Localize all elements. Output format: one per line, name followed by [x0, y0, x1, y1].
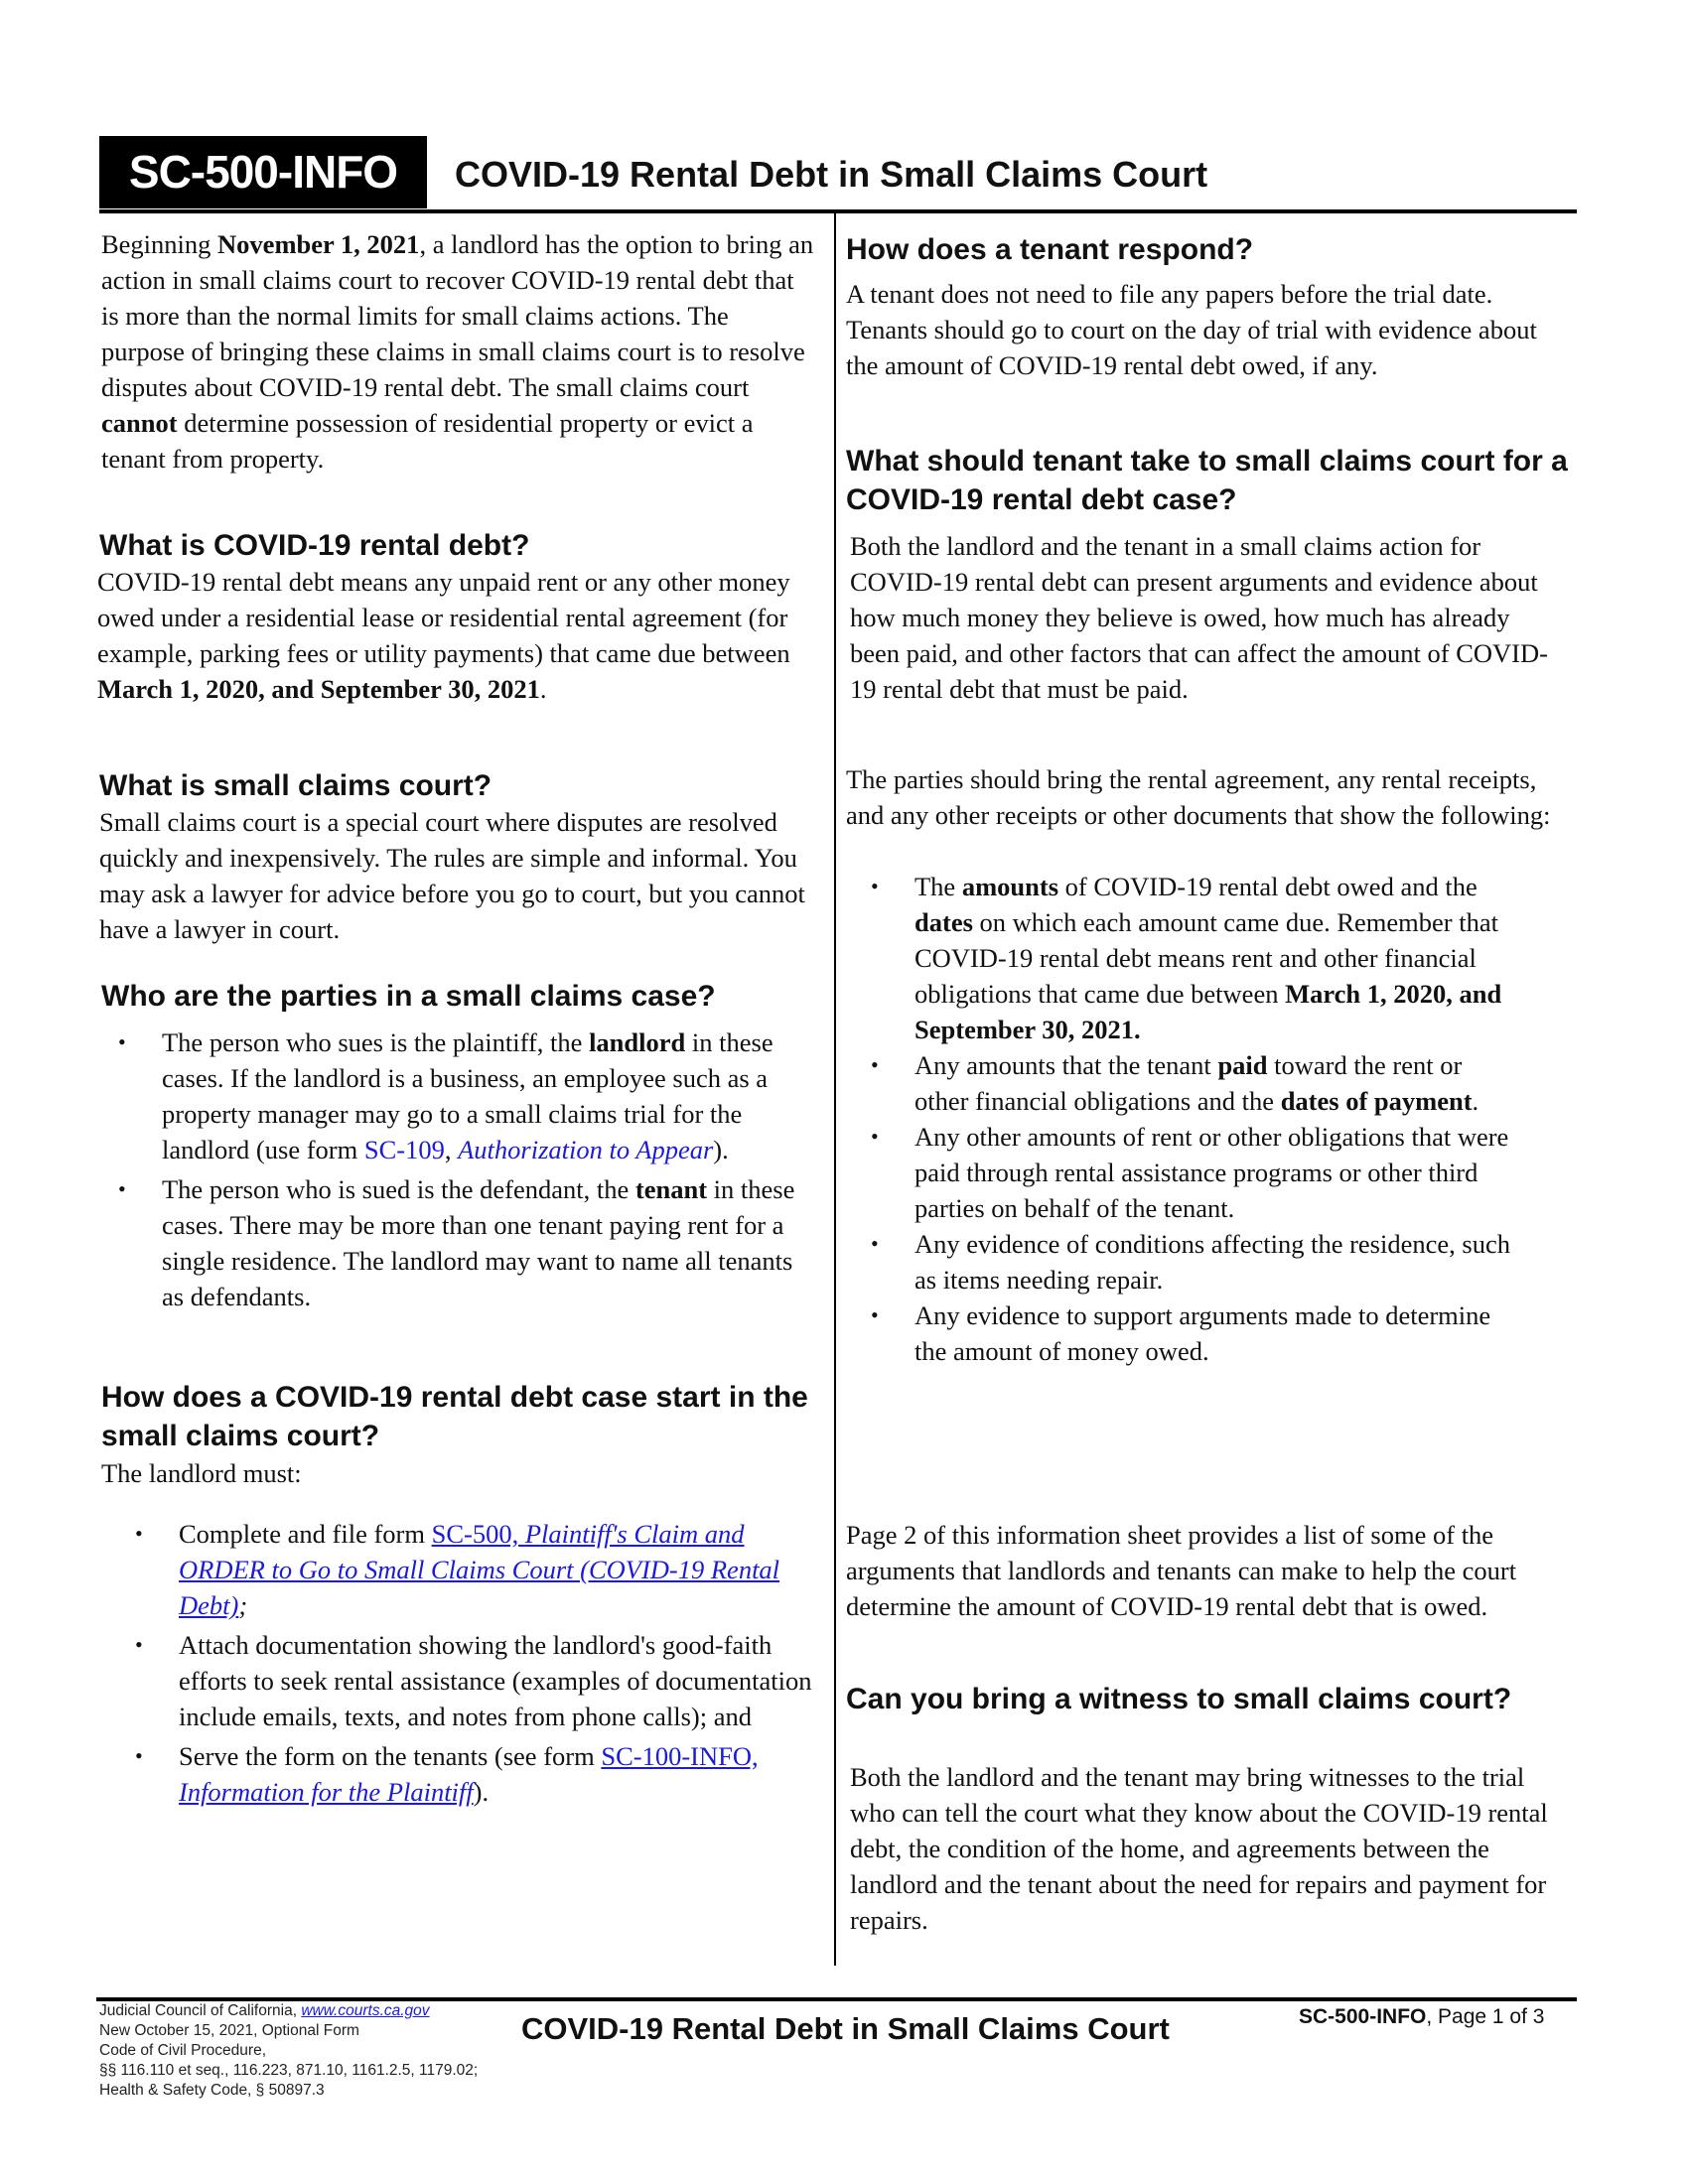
list-item	[179, 1516, 824, 1623]
list-item	[179, 1738, 824, 1810]
footer-line: §§ 116.110 et seq., 116.223, 871.10, 1161.2.5, 1179.02;	[99, 2062, 479, 2079]
header-divider	[99, 209, 1577, 213]
list-item	[914, 1297, 1520, 1369]
paragraph-must	[101, 1455, 816, 1491]
text-run: in these cases. There may be more than one tenant paying rent for a single residence. The landlord may want to name all tenants as defendants.	[162, 1174, 795, 1311]
paragraph-rental-debt	[97, 564, 822, 707]
text-run: The person who is sued is the defendant, the	[162, 1174, 635, 1204]
text-run: tenant	[634, 1174, 708, 1204]
text-run: Both the landlord and the tenant in a small claims action for COVID-19 rental debt can present arguments and evidence about how much money they believe is owed, how much has already been paid, and other factors that can affect the amount of COVID-19 rental debt that must be paid.	[850, 531, 1548, 704]
text-run: ).	[713, 1135, 729, 1164]
paragraph-witness	[850, 1759, 1565, 1938]
text-run: paid	[1217, 1050, 1268, 1080]
text-run: determine possession of residential property or evict a tenant from property.	[101, 408, 754, 474]
text-run: The	[914, 872, 962, 901]
form-link[interactable]: Authorization to Appear	[458, 1135, 714, 1164]
footer-council: Judicial Council of California,	[99, 2002, 302, 2019]
text-run: ).	[473, 1777, 490, 1807]
section-heading: Who are the parties in a small claims case?	[101, 980, 716, 1013]
text-run: , a landlord has the option to bring an action in small claims court to recover COVID-19 rental debt that is more than the normal limits for small claims actions. The purpose of bringing these claims in small claims court is to resolve disputes about COVID-19 rental debt. The small claims court	[101, 229, 814, 402]
page-title: COVID-19 Rental Debt in Small Claims Court	[455, 154, 1208, 195]
text-run: Attach documentation showing the landlord's good-faith efforts to seek rental assistance (examples of documentation include emails, texts, and notes from phone calls); and	[179, 1630, 812, 1731]
text-run: Complete and file form	[179, 1519, 432, 1549]
page-number	[1299, 2003, 1544, 2031]
paragraph-take	[850, 528, 1565, 707]
list-item	[179, 1627, 824, 1734]
text-run: .	[539, 674, 547, 704]
text-run: Any evidence to support arguments made to determine the amount of money owed.	[914, 1300, 1491, 1366]
footer-line: New October 15, 2021, Optional Form	[99, 2022, 359, 2039]
bullet-list-start	[179, 1516, 824, 1814]
text-run: ,	[444, 1135, 459, 1164]
section-heading: What is COVID-19 rental debt?	[99, 529, 530, 562]
text-run: Any amounts that the tenant	[914, 1050, 1218, 1080]
bullet-list-bring-list	[914, 869, 1520, 1369]
text-run: Serve the form on the tenants (see form	[179, 1741, 602, 1771]
form-link[interactable]: SC-100-INFO,	[601, 1741, 759, 1771]
list-item	[162, 1024, 807, 1167]
column-divider	[834, 213, 836, 1966]
courts-website-link[interactable]: www.courts.ca.gov	[301, 2002, 430, 2019]
text-run: toward the rent or other financial obligations and the	[914, 1050, 1463, 1116]
text-run: dates	[914, 907, 973, 937]
paragraph-small-claims	[99, 804, 814, 947]
text-run: of COVID-19 rental debt owed and the	[1058, 872, 1477, 901]
list-item	[914, 869, 1520, 1047]
form-id-badge: SC-500-INFO	[99, 136, 427, 208]
footer-line: Code of Civil Procedure,	[99, 2042, 266, 2059]
footer-page: , Page 1 of 3	[1426, 2005, 1545, 2028]
text-run: Page 2 of this information sheet provides a list of some of the arguments that landlords and tenants can make to help the court determine the amount of COVID-19 rental debt that is owed.	[846, 1520, 1517, 1621]
section-heading: How does a COVID-19 rental debt case start in the small claims court?	[101, 1381, 808, 1452]
text-run: Beginning	[101, 229, 218, 259]
text-run: Any evidence of conditions affecting the residence, such as items needing repair.	[914, 1229, 1510, 1295]
section-heading: What should tenant take to small claims court for a COVID-19 rental debt case?	[846, 445, 1568, 516]
paragraph-bring	[846, 761, 1561, 833]
text-run: March 1, 2020, and September 30, 2021	[97, 674, 540, 704]
footer-form-id: SC-500-INFO	[1299, 2005, 1427, 2028]
section-heading: Can you bring a witness to small claims court?	[846, 1683, 1512, 1715]
text-run: dates of payment	[1280, 1086, 1473, 1116]
text-run: .	[1472, 1086, 1479, 1116]
text-run: Small claims court is a special court where disputes are resolved quickly and inexpensively. The rules are simple and informal. You may ask a lawyer for advice before you go to court, but you cannot have a lawyer in court.	[99, 807, 805, 944]
form-link[interactable]: SC-500,	[431, 1519, 525, 1549]
bullet-list-parties	[162, 1024, 807, 1318]
footer-title: COVID-19 Rental Debt in Small Claims Court	[521, 2011, 1170, 2046]
paragraph-respond	[846, 276, 1561, 383]
list-item	[914, 1119, 1520, 1226]
paragraph-intro	[101, 226, 816, 477]
text-run: The landlord must:	[101, 1458, 302, 1488]
footer-citation	[99, 2001, 478, 2101]
form-link[interactable]: Plaintiff's Claim and ORDER to Go to Small Claims Court (COVID-19 Rental Debt)	[179, 1519, 780, 1620]
form-link[interactable]: Information for the Plaintiff	[179, 1777, 474, 1807]
text-run: landlord	[589, 1027, 686, 1057]
text-run: COVID-19 rental debt means any unpaid rent or any other money owed under a residential lease or residential rental agreement (for example, parking fees or utility payments) that came due between	[97, 567, 790, 668]
text-run: A tenant does not need to file any papers before the trial date. Tenants should go to court on the day of trial with evidence about the amount of COVID-19 rental debt owed, if any.	[846, 279, 1537, 380]
form-link[interactable]: SC-109	[363, 1135, 445, 1164]
text-run: on which each amount came due. Remember that COVID-19 rental debt means rent and other financial obligations that came due between	[914, 907, 1498, 1009]
text-run: Any other amounts of rent or other obligations that were paid through rental assistance programs or other third parties on behalf of the tenant.	[914, 1122, 1509, 1223]
list-item	[914, 1047, 1520, 1119]
footer-line: Health & Safety Code, § 50897.3	[99, 2082, 325, 2099]
text-run: Both the landlord and the tenant may bring witnesses to the trial who can tell the court what they know about the COVID-19 rental debt, the condition of the home, and agreements between the landlord and the tenant about the need for repairs and payment for repairs.	[850, 1762, 1548, 1935]
text-run: ;	[238, 1590, 248, 1620]
text-run: cannot	[101, 408, 178, 438]
paragraph-page2	[846, 1517, 1561, 1624]
text-run: The person who sues is the plaintiff, the	[162, 1027, 590, 1057]
text-run: The parties should bring the rental agreement, any rental receipts, and any other receipts or other documents that show the following:	[846, 764, 1551, 830]
text-run: in these cases. If the landlord is a business, an employee such as a property manager may go to a small claims trial for the landlord (use form	[162, 1027, 774, 1164]
text-run: November 1, 2021	[217, 229, 420, 259]
section-heading: What is small claims court?	[99, 769, 492, 802]
list-item	[162, 1171, 807, 1314]
text-run: amounts	[961, 872, 1059, 901]
section-heading: How does a tenant respond?	[846, 233, 1254, 266]
list-item	[914, 1226, 1520, 1297]
text-run: March 1, 2020, and September 30, 2021.	[914, 979, 1502, 1044]
